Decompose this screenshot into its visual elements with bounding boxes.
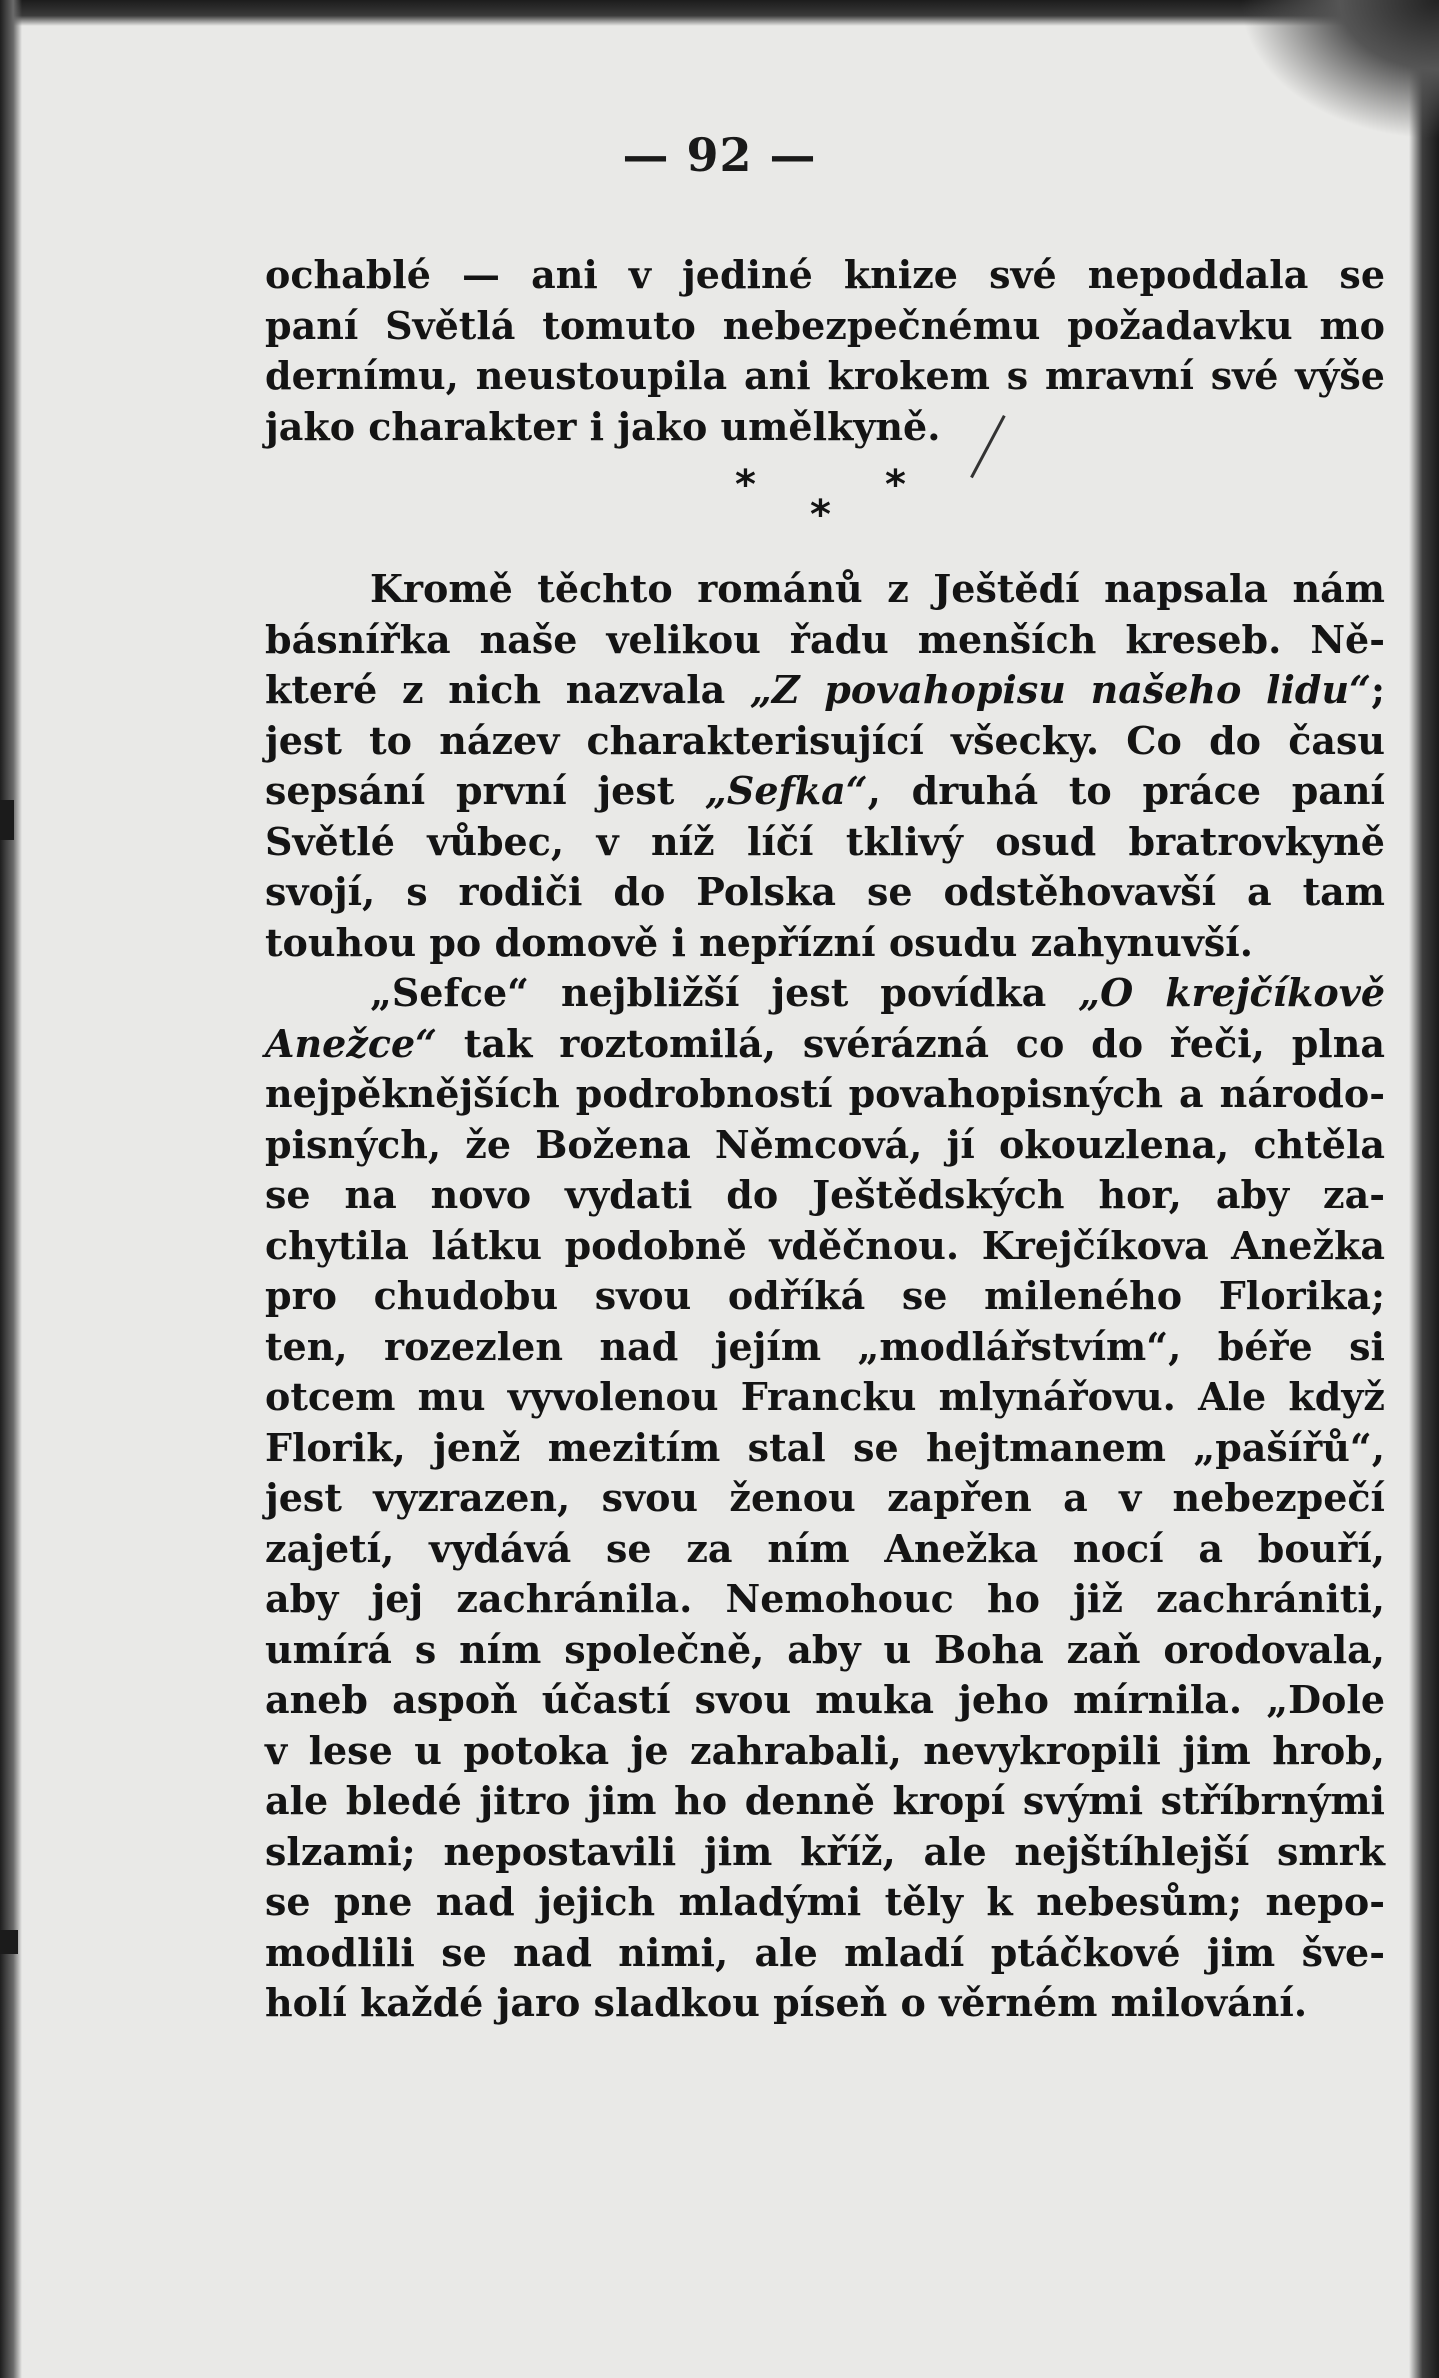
text-line: holí každé jaro sladkou píseň o věrném milování. bbox=[265, 1980, 1308, 2025]
scan-edge-left bbox=[0, 0, 22, 2378]
text-line: jest vyzrazen, svou ženou zapřen a v nebezpečí bbox=[265, 1475, 1385, 1520]
scan-corner-shadow bbox=[1239, 0, 1439, 140]
text-line: aneb aspoň účastí svou muka jeho mírnila. „Dole bbox=[265, 1677, 1385, 1722]
margin-mark bbox=[0, 1930, 18, 1954]
text-line: pisných, že Božena Němcová, jí okouzlena, chtěla bbox=[265, 1121, 1385, 1167]
page-number: — 92 — bbox=[622, 128, 817, 182]
text-line: svojí, s rodiči do Polska se odstěhovavší a tam bbox=[265, 869, 1385, 914]
text-line: slzami; nepostavili jim kříž, ale nejštíhlejší smrk bbox=[265, 1828, 1385, 1874]
body-text bbox=[265, 250, 1385, 2029]
text-line: zajetí, vydává se za ním Anežka nocí a bouří, bbox=[265, 1525, 1385, 1571]
text-line: chytila látku podobně vděčnou. Krejčíkova Anežka bbox=[265, 1222, 1385, 1268]
text-run: „Sefce“ nejbližší jest povídka bbox=[370, 970, 1079, 1015]
text-line bbox=[265, 766, 1385, 817]
text-line: ten, rozezlen nad jejím „modlářstvím“, béře si bbox=[265, 1323, 1385, 1369]
text-line: nejpěknějších podrobností povahopisných a národo- bbox=[265, 1071, 1385, 1116]
text-line: v lese u potoka je zahrabali, nevykropili jim hrob, bbox=[265, 1727, 1385, 1773]
text-run: , druhá to práce paní bbox=[867, 768, 1385, 813]
text-line: ale bledé jitro jim ho denně kropí svými stříbrnými bbox=[265, 1778, 1385, 1823]
text-line: otcem mu vyvolenou Francku mlynářovu. Ale když bbox=[265, 1374, 1385, 1419]
italic-title: „Z povahopisu našeho lidu“ bbox=[749, 667, 1371, 712]
asterisk: * bbox=[885, 462, 906, 508]
text-line: paní Světlá tomuto nebezpečnému požadavku mo bbox=[265, 302, 1385, 348]
text-run: které z nich nazvala bbox=[265, 667, 750, 712]
text-line bbox=[265, 1019, 1385, 1070]
text-run: tak roztomilá, svérázná co do řeči, plna bbox=[437, 1020, 1385, 1066]
text-line bbox=[265, 665, 1385, 716]
text-line bbox=[265, 968, 1385, 1019]
text-line: umírá s ním společně, aby u Boha zaň orodovala, bbox=[265, 1626, 1385, 1672]
section-separator bbox=[265, 452, 1385, 564]
text-line: jest to název charakterisující všecky. Co do času bbox=[265, 717, 1385, 763]
asterisk: * bbox=[810, 492, 831, 538]
text-line: Světlé vůbec, v níž líčí tklivý osud bratrovkyně bbox=[265, 818, 1385, 864]
text-line: se na novo vydati do Ještědských hor, aby za- bbox=[265, 1172, 1385, 1217]
text-line: jako charakter i jako umělkyně. bbox=[265, 403, 941, 449]
text-line: pro chudobu svou odříká se mileného Florika; bbox=[265, 1273, 1385, 1318]
text-run: ; bbox=[1370, 667, 1385, 712]
text-line: aby jej zachránila. Nemohouc ho již zachrániti, bbox=[265, 1576, 1385, 1621]
italic-title: „O krejčíkově bbox=[1078, 970, 1385, 1015]
italic-title: „Sefka“ bbox=[705, 768, 868, 813]
text-line: Florik, jenž mezitím stal se hejtmanem „pašířů“, bbox=[265, 1424, 1385, 1470]
italic-title: Anežce“ bbox=[265, 1020, 438, 1066]
text-line: ochablé — ani v jediné knize své nepoddala se bbox=[265, 252, 1385, 297]
text-line: dernímu, neustoupila ani krokem s mravní své výše bbox=[265, 353, 1385, 398]
scan-edge-right bbox=[1409, 0, 1439, 2378]
text-line: se pne nad jejich mladými těly k nebesům; nepo- bbox=[265, 1879, 1385, 1924]
text-line: Kromě těchto románů z Ještědí napsala nám bbox=[370, 566, 1385, 611]
margin-mark bbox=[0, 800, 14, 840]
text-line: modlili se nad nimi, ale mladí ptáčkové jim šve- bbox=[265, 1929, 1385, 1975]
scan-edge-top bbox=[0, 0, 1439, 26]
text-line: touhou po domově i nepřízní osudu zahynuvší. bbox=[265, 919, 1253, 965]
asterisk: * bbox=[735, 462, 756, 508]
text-line: básnířka naše velikou řadu menších kreseb. Ně- bbox=[265, 616, 1385, 662]
text-run: sepsání první jest bbox=[265, 768, 706, 813]
